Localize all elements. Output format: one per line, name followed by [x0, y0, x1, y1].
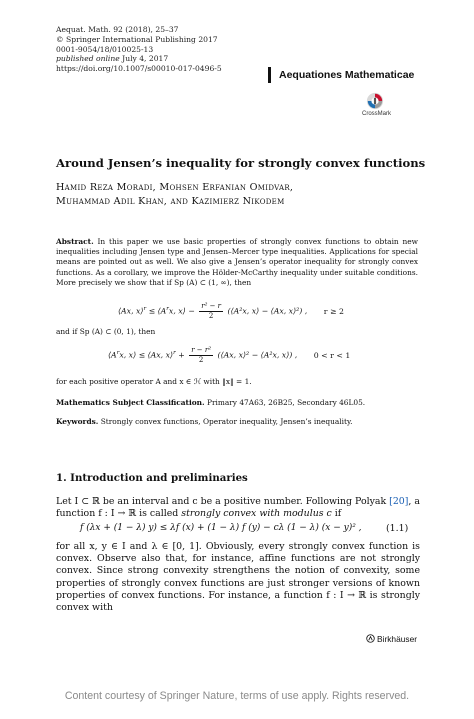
- publisher-name: Birkhäuser: [377, 634, 418, 644]
- equation-1-1: f (λx + (1 − λ) y) ≤ λf (x) + (1 − λ) f (y) − cλ (1 − λ) (x − y)² ,: [80, 523, 362, 533]
- keywords: Keywords. Strongly convex functions, Operator inequality, Jensen’s inequality.: [56, 417, 353, 426]
- abstract-label: Abstract.: [56, 237, 94, 246]
- for-each-text: for each positive operator A and x ∈ ℋ with ‖x‖ = 1.: [56, 377, 252, 386]
- abstract: [56, 237, 418, 288]
- author-list: [56, 181, 436, 209]
- reference-link[interactable]: [20]: [389, 496, 409, 507]
- citation-line: Aequat. Math. 92 (2018), 25–37: [56, 25, 179, 34]
- intro-paragraph-2: for all x, y ∈ I and λ ∈ [0, 1]. Obviously, every strongly convex function is convex. Observe also that, for instance, affine functions are not strongly convex. Since strong convexity strengthens the notion of convexity, some properties of strongly convex functions are just stronger versions of known properties of convex functions. For instance, a function f : I → ℝ is strongly convex with: [56, 541, 420, 614]
- journal-name: Aequationes Mathematicae: [268, 67, 431, 83]
- crossmark-label: CrossMark: [362, 111, 392, 117]
- issn-line: 0001-9054/18/010025-13: [56, 44, 154, 54]
- authors-line-1: Hamid Reza Moradi, Mohsen Erfanian Omidvar,: [56, 182, 294, 193]
- birkhauser-icon: [366, 634, 375, 643]
- intro-paragraph: Let I ⊂ ℝ be an interval and c be a positive number. Following Polyak [20], a function f : I → ℝ is called strongly convex with modulus c if: [56, 496, 420, 520]
- publisher-logo: [366, 634, 417, 644]
- published-line: published online July 4, 2017: [56, 54, 169, 64]
- section-heading: 1. Introduction and preliminaries: [56, 472, 248, 484]
- equation-2-fraction: $\frac{\text{r − r²}}{2}$: [191, 346, 212, 364]
- equation-number: (1.1): [386, 523, 409, 534]
- authors-line-2: Muhammad Adil Khan, and Kazimierz Nikodem: [56, 196, 285, 207]
- and-if-text: and if Sp (A) ⊂ (0, 1), then: [56, 327, 156, 336]
- article-metadata: [56, 25, 222, 74]
- footer-notice: Content courtesy of Springer Nature, terms of use apply. Rights reserved.: [64, 690, 410, 702]
- equation-1: ⟨Ax, x⟩$^r$ ≤ $⟨A^rx$, x⟩ − $\frac{\text{r² − r}}{2}$ (⟨A²x, x⟩ − ⟨Ax, x⟩²) , r ≥ 2: [118, 302, 344, 320]
- crossmark-icon: [366, 92, 384, 110]
- doi-link[interactable]: https://doi.org/10.1007/s00010-017-0496-5: [56, 64, 222, 74]
- equation-2-condition: 0 < r < 1: [313, 350, 351, 360]
- subject-classification: Mathematics Subject Classification. Primary 47A63, 26B25, Secondary 46L05.: [56, 398, 366, 407]
- crossmark-badge[interactable]: [362, 92, 422, 126]
- equation-1-fraction: $\frac{\text{r² − r}}{2}$: [201, 302, 222, 320]
- article-title: Around Jensen’s inequality for strongly convex functions: [56, 156, 426, 170]
- copyright-line: © Springer International Publishing 2017: [56, 34, 218, 44]
- equation-2: $⟨A^rx$, x⟩ ≤ ⟨Ax, x⟩$^r$ + $\frac{\text{r − r²}}{2}$ (⟨Ax, x⟩² − ⟨A²x, x⟩) , 0 < r < 1: [108, 346, 351, 364]
- equation-1-condition: r ≥ 2: [323, 306, 344, 316]
- abstract-text: In this paper we use basic properties of strongly convex functions to obtain new inequalities including Jensen type and Jensen–Mercer type inequalities. Applications for special means are pointed out as well. We also give a Jensen’s operator inequality for strongly convex functions. As a corollary, we improve the Hölder-McCarthy inequality under suitable conditions. More precisely we show that if Sp (A) ⊂ (1, ∞), then: [56, 237, 418, 287]
